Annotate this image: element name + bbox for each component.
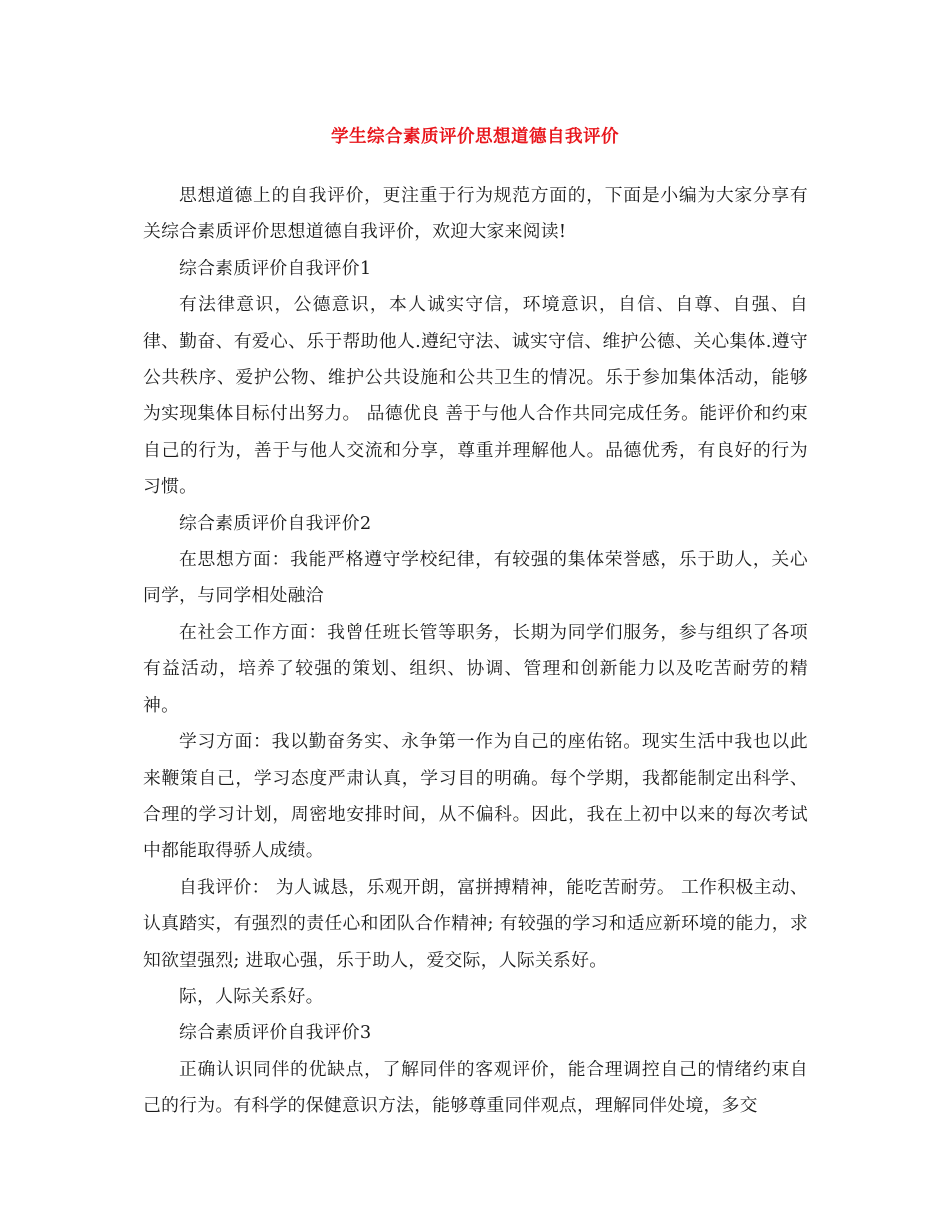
section-2-social-work-paragraph: 在社会工作方面：我曾任班长管等职务，长期为同学们服务，参与组织了各项有益活动，培养了较强的策划、组织、协调、管理和创新能力以及吃苦耐劳的精神。 — [143, 621, 808, 716]
section-2-fragment-paragraph: 际，人际关系好。 — [179, 985, 324, 1007]
intro-paragraph: 思想道德上的自我评价，更注重于行为规范方面的，下面是小编为大家分享有关综合素质评价思想道德自我评价，欢迎大家来阅读! — [143, 185, 808, 243]
document-body — [143, 178, 808, 1125]
section-3-heading: 综合素质评价自我评价3 — [179, 1022, 372, 1044]
section-1-paragraph: 有法律意识，公德意识，本人诚实守信，环境意识，自信、自尊、自强、自律、勤奋、有爱心、乐于帮助他人.遵纪守法、诚实守信、维护公德、关心集体.遵守公共秩序、爱护公物、维护公共设施和公共卫生的情况。乐于参加集体活动，能够为实现集体目标付出努力。 品德优良 善于与他人合作共同完成任务。能评价和约束自己的行为，善于与他人交流和分享，尊重并理解他人。品德优秀，有良好的行为习惯。 — [143, 294, 808, 498]
section-1-heading: 综合素质评价自我评价1 — [179, 257, 372, 279]
section-2-study-paragraph: 学习方面：我以勤奋务实、永争第一作为自己的座佑铭。现实生活中我也以此来鞭策自己，学习态度严肃认真，学习目的明确。每个学期，我都能制定出科学、合理的学习计划，周密地安排时间，从不偏科。因此，我在上初中以来的每次考试中都能取得骄人成绩。 — [143, 731, 808, 862]
section-2-thought-paragraph: 在思想方面：我能严格遵守学校纪律，有较强的集体荣誉感，乐于助人，关心同学，与同学相处融洽 — [143, 549, 808, 607]
document-title: 学生综合素质评价思想道德自我评价 — [331, 127, 619, 147]
section-3-paragraph: 正确认识同伴的优缺点，了解同伴的客观评价，能合理调控自己的情绪约束自己的行为。有科学的保健意识方法，能够尊重同伴观点，理解同伴处境，多交 — [143, 1058, 808, 1117]
section-2-self-evaluation-paragraph: 自我评价： 为人诚恳，乐观开朗，富拼搏精神，能吃苦耐劳。 工作积极主动、认真踏实，有强烈的责任心和团队合作精神; 有较强的学习和适应新环境的能力，求知欲望强烈; 进取心强，乐于助人，爱交际，人际关系好。 — [143, 876, 808, 971]
section-2-heading: 综合素质评价自我评价2 — [179, 512, 372, 534]
